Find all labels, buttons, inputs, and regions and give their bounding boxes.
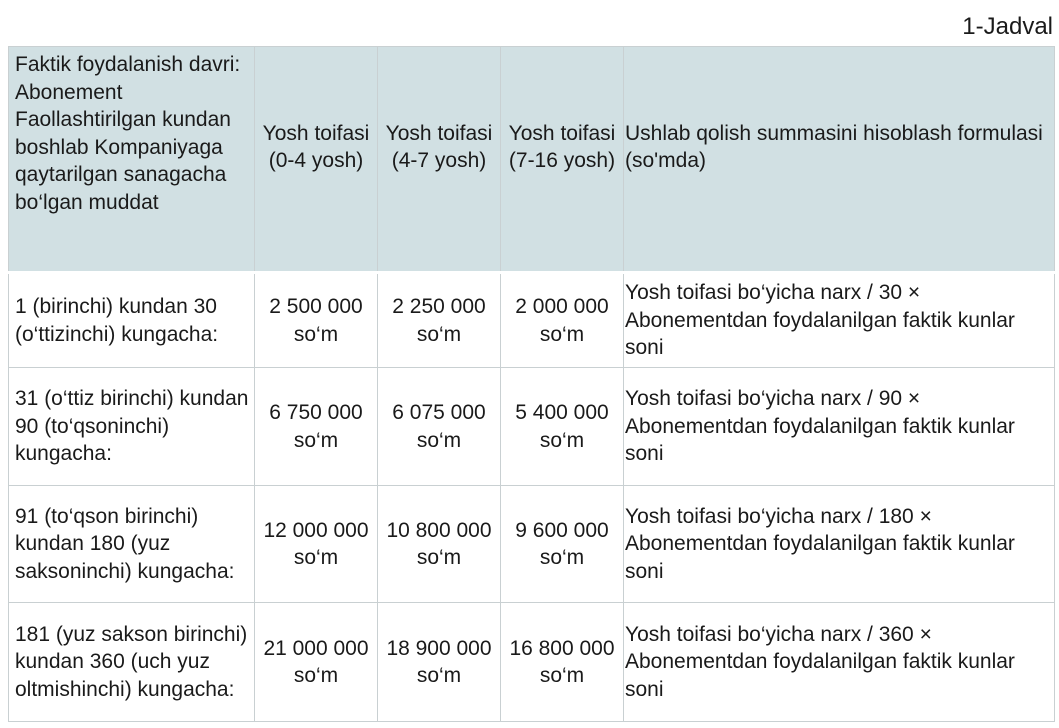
price-value: 6 750 000 (269, 401, 363, 424)
price-cell-age-7-16 (501, 486, 624, 603)
currency-label: so‘m (539, 664, 585, 687)
price-value: 21 000 000 (263, 636, 369, 660)
currency-label: so‘m (293, 546, 339, 569)
price-cell-age-0-4 (255, 486, 378, 603)
price-cell-age-7-16 (501, 603, 624, 722)
header-period: Faktik foydalanish davri: Abonement Faollashtirilgan kundan boshlab Kompaniyaga qaytarilgan sanagacha bo‘lgan muddat (9, 47, 255, 273)
price-value: 16 800 000 (509, 636, 615, 660)
price-value: 9 600 000 (515, 518, 609, 542)
price-value: 2 250 000 (392, 295, 486, 318)
currency-label: so‘m (293, 664, 339, 687)
price-cell-age-4-7 (378, 273, 501, 368)
currency-label: so‘m (416, 664, 462, 687)
currency-label: so‘m (539, 546, 585, 569)
header-age-4-7: Yosh toifasi (4-7 yosh) (378, 47, 501, 273)
refund-table (8, 46, 1055, 722)
price-cell-age-0-4 (255, 273, 378, 368)
currency-label: so‘m (416, 546, 462, 569)
price-value: 10 800 000 (386, 518, 492, 542)
currency-label: so‘m (416, 322, 462, 346)
table-row (9, 603, 1055, 722)
header-age-7-16: Yosh toifasi (7-16 yosh) (501, 47, 624, 273)
currency-label: so‘m (293, 322, 339, 346)
price-value: 18 900 000 (386, 636, 492, 660)
period-cell: 181 (yuz sakson birinchi) kundan 360 (uch yuz oltmishinchi) kungacha: (9, 603, 255, 722)
currency-label: so‘m (539, 322, 585, 346)
currency-label: so‘m (293, 428, 339, 452)
currency-label: so‘m (539, 428, 585, 452)
price-cell-age-7-16 (501, 368, 624, 486)
price-value: 6 075 000 (392, 401, 486, 424)
currency-label: so‘m (416, 428, 462, 452)
period-cell: 31 (o‘ttiz birinchi) kundan 90 (to‘qsoninchi) kungacha: (9, 368, 255, 486)
formula-cell: Yosh toifasi bo‘yicha narx / 180 × Abonementdan foydalanilgan faktik kunlar soni (624, 486, 1055, 603)
table-row (9, 273, 1055, 368)
header-formula: Ushlab qolish summasini hisoblash formulasi (so'mda) (624, 47, 1055, 273)
price-cell-age-4-7 (378, 603, 501, 722)
price-cell-age-7-16 (501, 273, 624, 368)
price-value: 2 000 000 (515, 295, 609, 318)
price-value: 12 000 000 (263, 518, 369, 542)
table-row (9, 486, 1055, 603)
period-cell: 91 (to‘qson birinchi) kundan 180 (yuz saksoninchi) kungacha: (9, 486, 255, 603)
price-cell-age-4-7 (378, 368, 501, 486)
price-cell-age-4-7 (378, 486, 501, 603)
price-cell-age-0-4 (255, 368, 378, 486)
formula-cell: Yosh toifasi bo‘yicha narx / 360 × Abonementdan foydalanilgan faktik kunlar soni (624, 603, 1055, 722)
formula-cell: Yosh toifasi bo‘yicha narx / 30 × Abonementdan foydalanilgan faktik kunlar soni (624, 273, 1055, 368)
table-caption: 1-Jadval (962, 13, 1053, 40)
price-value: 2 500 000 (269, 295, 363, 318)
table-header-row (9, 47, 1055, 273)
table-row (9, 368, 1055, 486)
header-age-0-4: Yosh toifasi (0-4 yosh) (255, 47, 378, 273)
price-value: 5 400 000 (515, 401, 609, 424)
price-cell-age-0-4 (255, 603, 378, 722)
period-cell: 1 (birinchi) kundan 30 (o‘ttizinchi) kungacha: (9, 273, 255, 368)
formula-cell: Yosh toifasi bo‘yicha narx / 90 × Abonementdan foydalanilgan faktik kunlar soni (624, 368, 1055, 486)
